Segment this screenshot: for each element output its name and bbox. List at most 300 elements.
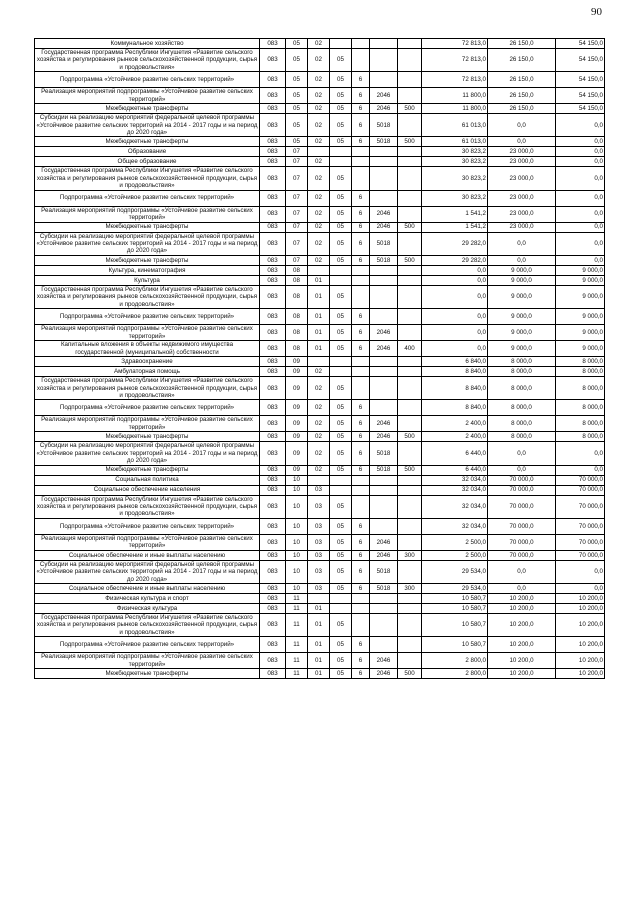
activity-code-cell: 2046 — [370, 653, 398, 669]
amount-year1-cell: 29 534,0 — [422, 560, 488, 583]
table-row — [35, 377, 605, 400]
amount-year3-cell: 10 200,0 — [556, 593, 605, 603]
section-code-cell: 09 — [286, 357, 308, 367]
admin-code-cell: 083 — [260, 232, 286, 255]
subprogram-code-cell — [352, 265, 370, 275]
section-code-cell: 08 — [286, 285, 308, 308]
activity-code-cell — [370, 265, 398, 275]
row-name-cell: Государственная программа Республики Ингушетия «Развитие сельского хозяйства и регулирования рынков сельскохозяйственной продукции, сырья и продовольствия» — [35, 377, 260, 400]
amount-year1-cell: 29 282,0 — [422, 255, 488, 265]
admin-code-cell: 083 — [260, 593, 286, 603]
amount-year1-cell: 6 840,0 — [422, 357, 488, 367]
table-row — [35, 518, 605, 534]
program-code-cell: 05 — [330, 518, 352, 534]
amount-year2-cell: 9 000,0 — [488, 325, 556, 341]
subprogram-code-cell — [352, 357, 370, 367]
admin-code-cell: 083 — [260, 114, 286, 137]
admin-code-cell: 083 — [260, 377, 286, 400]
budget-table — [34, 38, 605, 679]
expense-type-cell — [398, 442, 422, 465]
subprogram-code-cell: 6 — [352, 637, 370, 653]
table-row — [35, 157, 605, 167]
program-code-cell: 05 — [330, 167, 352, 190]
section-code-cell: 09 — [286, 432, 308, 442]
subsection-code-cell: 02 — [308, 88, 330, 104]
page-number: 90 — [591, 6, 602, 18]
program-code-cell — [330, 367, 352, 377]
admin-code-cell: 083 — [260, 357, 286, 367]
row-name-cell: Реализация мероприятий подпрограммы «Устойчивое развитие сельских территорий» — [35, 325, 260, 341]
expense-type-cell: 300 — [398, 550, 422, 560]
row-name-cell: Социальное обеспечение и иные выплаты населению — [35, 550, 260, 560]
admin-code-cell: 083 — [260, 222, 286, 232]
amount-year3-cell: 9 000,0 — [556, 309, 605, 325]
table-row — [35, 495, 605, 518]
table-row — [35, 309, 605, 325]
subprogram-code-cell: 6 — [352, 442, 370, 465]
admin-code-cell: 083 — [260, 341, 286, 357]
program-code-cell: 05 — [330, 465, 352, 475]
amount-year3-cell: 0,0 — [556, 114, 605, 137]
amount-year1-cell: 29 282,0 — [422, 232, 488, 255]
amount-year3-cell: 0,0 — [556, 255, 605, 265]
activity-code-cell: 2046 — [370, 325, 398, 341]
section-code-cell: 11 — [286, 653, 308, 669]
amount-year1-cell: 72 813,0 — [422, 72, 488, 88]
amount-year2-cell: 70 000,0 — [488, 495, 556, 518]
expense-type-cell: 500 — [398, 104, 422, 114]
row-name-cell: Государственная программа Республики Ингушетия «Развитие сельского хозяйства и регулирования рынков сельскохозяйственной продукции, сырья и продовольствия» — [35, 49, 260, 72]
table-row — [35, 341, 605, 357]
program-code-cell: 05 — [330, 669, 352, 679]
amount-year1-cell: 0,0 — [422, 341, 488, 357]
table-row — [35, 232, 605, 255]
amount-year1-cell: 2 400,0 — [422, 416, 488, 432]
program-code-cell: 05 — [330, 560, 352, 583]
subsection-code-cell: 01 — [308, 325, 330, 341]
activity-code-cell — [370, 309, 398, 325]
subsection-code-cell: 02 — [308, 157, 330, 167]
subsection-code-cell: 01 — [308, 285, 330, 308]
section-code-cell: 07 — [286, 157, 308, 167]
subprogram-code-cell: 6 — [352, 232, 370, 255]
section-code-cell: 10 — [286, 485, 308, 495]
amount-year3-cell: 54 150,0 — [556, 72, 605, 88]
amount-year3-cell: 8 000,0 — [556, 367, 605, 377]
activity-code-cell — [370, 157, 398, 167]
admin-code-cell: 083 — [260, 432, 286, 442]
row-name-cell: Социальная политика — [35, 475, 260, 485]
activity-code-cell: 2046 — [370, 88, 398, 104]
table-row — [35, 442, 605, 465]
admin-code-cell: 083 — [260, 583, 286, 593]
subsection-code-cell — [308, 357, 330, 367]
amount-year1-cell: 10 580,7 — [422, 637, 488, 653]
table-row — [35, 485, 605, 495]
table-row — [35, 603, 605, 613]
subprogram-code-cell: 6 — [352, 432, 370, 442]
admin-code-cell: 083 — [260, 206, 286, 222]
section-code-cell: 11 — [286, 593, 308, 603]
activity-code-cell — [370, 485, 398, 495]
section-code-cell: 09 — [286, 416, 308, 432]
table-row — [35, 275, 605, 285]
activity-code-cell — [370, 593, 398, 603]
table-row — [35, 475, 605, 485]
amount-year1-cell: 0,0 — [422, 285, 488, 308]
amount-year2-cell: 26 150,0 — [488, 88, 556, 104]
expense-type-cell: 500 — [398, 255, 422, 265]
table-row — [35, 367, 605, 377]
subprogram-code-cell: 6 — [352, 114, 370, 137]
activity-code-cell — [370, 285, 398, 308]
table-row — [35, 206, 605, 222]
amount-year2-cell: 70 000,0 — [488, 475, 556, 485]
expense-type-cell — [398, 637, 422, 653]
subsection-code-cell: 02 — [308, 49, 330, 72]
activity-code-cell: 2046 — [370, 104, 398, 114]
program-code-cell — [330, 265, 352, 275]
section-code-cell: 05 — [286, 49, 308, 72]
amount-year2-cell: 23 000,0 — [488, 190, 556, 206]
row-name-cell: Реализация мероприятий подпрограммы «Устойчивое развитие сельских территорий» — [35, 653, 260, 669]
activity-code-cell — [370, 275, 398, 285]
amount-year1-cell: 10 580,7 — [422, 613, 488, 636]
table-row — [35, 222, 605, 232]
subprogram-code-cell: 6 — [352, 137, 370, 147]
table-row — [35, 49, 605, 72]
section-code-cell: 10 — [286, 534, 308, 550]
amount-year3-cell: 9 000,0 — [556, 265, 605, 275]
section-code-cell: 07 — [286, 222, 308, 232]
row-name-cell: Капитальные вложения в объекты недвижимого имущества государственной (муниципальной) собственности — [35, 341, 260, 357]
admin-code-cell: 083 — [260, 637, 286, 653]
section-code-cell: 05 — [286, 39, 308, 49]
section-code-cell: 08 — [286, 265, 308, 275]
amount-year2-cell: 10 200,0 — [488, 637, 556, 653]
amount-year3-cell: 10 200,0 — [556, 653, 605, 669]
activity-code-cell: 5018 — [370, 583, 398, 593]
table-row — [35, 637, 605, 653]
table-row — [35, 400, 605, 416]
section-code-cell: 10 — [286, 518, 308, 534]
expense-type-cell — [398, 495, 422, 518]
admin-code-cell: 083 — [260, 190, 286, 206]
amount-year2-cell: 10 200,0 — [488, 653, 556, 669]
admin-code-cell: 083 — [260, 475, 286, 485]
row-name-cell: Социальное обеспечение и иные выплаты населению — [35, 583, 260, 593]
program-code-cell — [330, 275, 352, 285]
row-name-cell: Реализация мероприятий подпрограммы «Устойчивое развитие сельских территорий» — [35, 206, 260, 222]
amount-year3-cell: 10 200,0 — [556, 613, 605, 636]
row-name-cell: Государственная программа Республики Ингушетия «Развитие сельского хозяйства и регулирования рынков сельскохозяйственной продукции, сырья и продовольствия» — [35, 495, 260, 518]
subsection-code-cell: 02 — [308, 72, 330, 88]
subsection-code-cell: 01 — [308, 653, 330, 669]
amount-year3-cell: 0,0 — [556, 137, 605, 147]
admin-code-cell: 083 — [260, 442, 286, 465]
subsection-code-cell — [308, 147, 330, 157]
activity-code-cell — [370, 495, 398, 518]
admin-code-cell: 083 — [260, 147, 286, 157]
amount-year3-cell: 0,0 — [556, 222, 605, 232]
table-row — [35, 147, 605, 157]
table-row — [35, 325, 605, 341]
row-name-cell: Подпрограмма «Устойчивое развитие сельских территорий» — [35, 400, 260, 416]
amount-year3-cell: 0,0 — [556, 190, 605, 206]
section-code-cell: 11 — [286, 669, 308, 679]
expense-type-cell — [398, 357, 422, 367]
activity-code-cell — [370, 39, 398, 49]
amount-year3-cell: 9 000,0 — [556, 325, 605, 341]
subsection-code-cell: 02 — [308, 206, 330, 222]
row-name-cell: Подпрограмма «Устойчивое развитие сельских территорий» — [35, 518, 260, 534]
admin-code-cell: 083 — [260, 309, 286, 325]
program-code-cell: 05 — [330, 400, 352, 416]
amount-year1-cell: 72 813,0 — [422, 39, 488, 49]
amount-year2-cell: 26 150,0 — [488, 49, 556, 72]
subsection-code-cell: 01 — [308, 309, 330, 325]
subsection-code-cell: 03 — [308, 560, 330, 583]
row-name-cell: Реализация мероприятий подпрограммы «Устойчивое развитие сельских территорий» — [35, 88, 260, 104]
subsection-code-cell: 02 — [308, 442, 330, 465]
row-name-cell: Межбюджетные трансферты — [35, 137, 260, 147]
amount-year2-cell: 0,0 — [488, 583, 556, 593]
expense-type-cell — [398, 265, 422, 275]
expense-type-cell — [398, 39, 422, 49]
row-name-cell: Межбюджетные трансферты — [35, 222, 260, 232]
amount-year1-cell: 72 813,0 — [422, 49, 488, 72]
amount-year2-cell: 0,0 — [488, 442, 556, 465]
subsection-code-cell: 03 — [308, 495, 330, 518]
expense-type-cell — [398, 190, 422, 206]
activity-code-cell — [370, 190, 398, 206]
subprogram-code-cell: 6 — [352, 255, 370, 265]
table-row — [35, 39, 605, 49]
activity-code-cell — [370, 637, 398, 653]
amount-year1-cell: 32 034,0 — [422, 518, 488, 534]
program-code-cell: 05 — [330, 88, 352, 104]
admin-code-cell: 083 — [260, 88, 286, 104]
table-row — [35, 167, 605, 190]
amount-year1-cell: 10 580,7 — [422, 603, 488, 613]
amount-year2-cell: 0,0 — [488, 137, 556, 147]
subsection-code-cell: 02 — [308, 416, 330, 432]
subsection-code-cell: 01 — [308, 341, 330, 357]
table-row — [35, 653, 605, 669]
amount-year3-cell: 9 000,0 — [556, 275, 605, 285]
program-code-cell: 05 — [330, 206, 352, 222]
activity-code-cell: 5018 — [370, 255, 398, 265]
subprogram-code-cell — [352, 275, 370, 285]
expense-type-cell: 500 — [398, 669, 422, 679]
subprogram-code-cell: 6 — [352, 416, 370, 432]
expense-type-cell: 500 — [398, 222, 422, 232]
section-code-cell: 11 — [286, 613, 308, 636]
amount-year1-cell: 2 800,0 — [422, 653, 488, 669]
program-code-cell: 05 — [330, 583, 352, 593]
subprogram-code-cell: 6 — [352, 190, 370, 206]
program-code-cell: 05 — [330, 222, 352, 232]
amount-year1-cell: 30 823,2 — [422, 190, 488, 206]
program-code-cell — [330, 485, 352, 495]
program-code-cell: 05 — [330, 534, 352, 550]
subprogram-code-cell: 6 — [352, 400, 370, 416]
activity-code-cell — [370, 603, 398, 613]
program-code-cell: 05 — [330, 232, 352, 255]
amount-year3-cell: 70 000,0 — [556, 495, 605, 518]
admin-code-cell: 083 — [260, 49, 286, 72]
row-name-cell: Общее образование — [35, 157, 260, 167]
admin-code-cell: 083 — [260, 157, 286, 167]
subsection-code-cell: 01 — [308, 669, 330, 679]
row-name-cell: Коммунальное хозяйство — [35, 39, 260, 49]
amount-year2-cell: 23 000,0 — [488, 157, 556, 167]
amount-year2-cell: 8 000,0 — [488, 432, 556, 442]
subprogram-code-cell — [352, 49, 370, 72]
amount-year2-cell: 23 000,0 — [488, 222, 556, 232]
program-code-cell: 05 — [330, 104, 352, 114]
amount-year3-cell: 10 200,0 — [556, 603, 605, 613]
activity-code-cell: 5018 — [370, 442, 398, 465]
subsection-code-cell: 02 — [308, 400, 330, 416]
amount-year2-cell: 26 150,0 — [488, 104, 556, 114]
activity-code-cell — [370, 357, 398, 367]
amount-year2-cell: 0,0 — [488, 255, 556, 265]
table-row — [35, 534, 605, 550]
amount-year3-cell: 0,0 — [556, 206, 605, 222]
amount-year1-cell: 61 013,0 — [422, 114, 488, 137]
row-name-cell: Культура — [35, 275, 260, 285]
subprogram-code-cell: 6 — [352, 465, 370, 475]
expense-type-cell — [398, 275, 422, 285]
section-code-cell: 05 — [286, 72, 308, 88]
section-code-cell: 08 — [286, 309, 308, 325]
row-name-cell: Межбюджетные трансферты — [35, 432, 260, 442]
amount-year2-cell: 23 000,0 — [488, 206, 556, 222]
row-name-cell: Амбулаторная помощь — [35, 367, 260, 377]
program-code-cell: 05 — [330, 495, 352, 518]
expense-type-cell: 500 — [398, 432, 422, 442]
activity-code-cell: 2046 — [370, 432, 398, 442]
expense-type-cell: 500 — [398, 137, 422, 147]
program-code-cell: 05 — [330, 190, 352, 206]
subsection-code-cell: 02 — [308, 104, 330, 114]
row-name-cell: Субсидии на реализацию мероприятий федеральной целевой программы «Устойчивое развитие сельских территорий на 2014 - 2017 годы и на период до 2020 года» — [36, 114, 258, 137]
table-row — [35, 550, 605, 560]
section-code-cell: 09 — [286, 400, 308, 416]
amount-year1-cell: 30 823,2 — [422, 147, 488, 157]
section-code-cell: 07 — [286, 147, 308, 157]
expense-type-cell — [398, 534, 422, 550]
row-name-cell: Подпрограмма «Устойчивое развитие сельских территорий» — [35, 72, 260, 88]
amount-year1-cell: 6 440,0 — [422, 442, 488, 465]
amount-year3-cell: 0,0 — [556, 147, 605, 157]
amount-year1-cell: 32 034,0 — [422, 495, 488, 518]
admin-code-cell: 083 — [260, 325, 286, 341]
subprogram-code-cell — [352, 39, 370, 49]
subsection-code-cell: 02 — [308, 432, 330, 442]
admin-code-cell: 083 — [260, 603, 286, 613]
amount-year1-cell: 2 400,0 — [422, 432, 488, 442]
row-name-cell: Межбюджетные трансферты — [35, 255, 260, 265]
subprogram-code-cell — [352, 485, 370, 495]
section-code-cell: 11 — [286, 603, 308, 613]
program-code-cell: 05 — [330, 255, 352, 265]
subsection-code-cell: 01 — [308, 637, 330, 653]
subprogram-code-cell: 6 — [352, 206, 370, 222]
admin-code-cell: 083 — [260, 416, 286, 432]
amount-year1-cell: 61 013,0 — [422, 137, 488, 147]
admin-code-cell: 083 — [260, 167, 286, 190]
table-body — [35, 39, 605, 679]
amount-year3-cell: 70 000,0 — [556, 550, 605, 560]
activity-code-cell — [370, 49, 398, 72]
amount-year1-cell: 0,0 — [422, 325, 488, 341]
subprogram-code-cell — [352, 285, 370, 308]
activity-code-cell: 5018 — [370, 560, 398, 583]
activity-code-cell: 5018 — [370, 114, 398, 137]
section-code-cell: 10 — [286, 583, 308, 593]
amount-year2-cell: 70 000,0 — [488, 518, 556, 534]
amount-year1-cell: 11 800,0 — [422, 104, 488, 114]
expense-type-cell: 400 — [398, 341, 422, 357]
subprogram-code-cell: 6 — [352, 72, 370, 88]
amount-year3-cell: 9 000,0 — [556, 341, 605, 357]
amount-year3-cell: 70 000,0 — [556, 518, 605, 534]
expense-type-cell — [398, 72, 422, 88]
program-code-cell — [330, 157, 352, 167]
admin-code-cell: 083 — [260, 653, 286, 669]
activity-code-cell — [370, 400, 398, 416]
table-row — [35, 583, 605, 593]
amount-year1-cell: 1 541,2 — [422, 206, 488, 222]
expense-type-cell — [398, 518, 422, 534]
expense-type-cell — [398, 147, 422, 157]
subprogram-code-cell — [352, 167, 370, 190]
amount-year3-cell: 54 150,0 — [556, 104, 605, 114]
amount-year3-cell: 70 000,0 — [556, 475, 605, 485]
expense-type-cell — [398, 114, 422, 137]
subprogram-code-cell: 6 — [352, 325, 370, 341]
amount-year3-cell: 10 200,0 — [556, 669, 605, 679]
amount-year2-cell: 23 000,0 — [488, 167, 556, 190]
amount-year1-cell: 8 840,0 — [422, 367, 488, 377]
activity-code-cell: 2046 — [370, 222, 398, 232]
activity-code-cell: 2046 — [370, 669, 398, 679]
expense-type-cell — [398, 167, 422, 190]
table-row — [35, 613, 605, 636]
activity-code-cell — [370, 377, 398, 400]
amount-year2-cell: 70 000,0 — [488, 550, 556, 560]
amount-year3-cell: 0,0 — [556, 232, 605, 255]
row-name-cell: Субсидии на реализацию мероприятий федеральной целевой программы «Устойчивое развитие сельских территорий на 2014 - 2017 годы и на период до 2020 года» — [36, 232, 258, 255]
section-code-cell: 07 — [286, 190, 308, 206]
amount-year2-cell: 9 000,0 — [488, 285, 556, 308]
amount-year3-cell: 0,0 — [556, 465, 605, 475]
section-code-cell: 05 — [286, 114, 308, 137]
amount-year2-cell: 10 200,0 — [488, 613, 556, 636]
amount-year2-cell: 8 000,0 — [488, 357, 556, 367]
expense-type-cell — [398, 593, 422, 603]
amount-year3-cell: 8 000,0 — [556, 432, 605, 442]
table-row — [35, 104, 605, 114]
amount-year1-cell: 2 500,0 — [422, 534, 488, 550]
table-row — [35, 114, 605, 137]
row-name-cell: Физическая культура и спорт — [35, 593, 260, 603]
subsection-code-cell: 02 — [308, 39, 330, 49]
amount-year3-cell: 70 000,0 — [556, 534, 605, 550]
expense-type-cell — [398, 485, 422, 495]
